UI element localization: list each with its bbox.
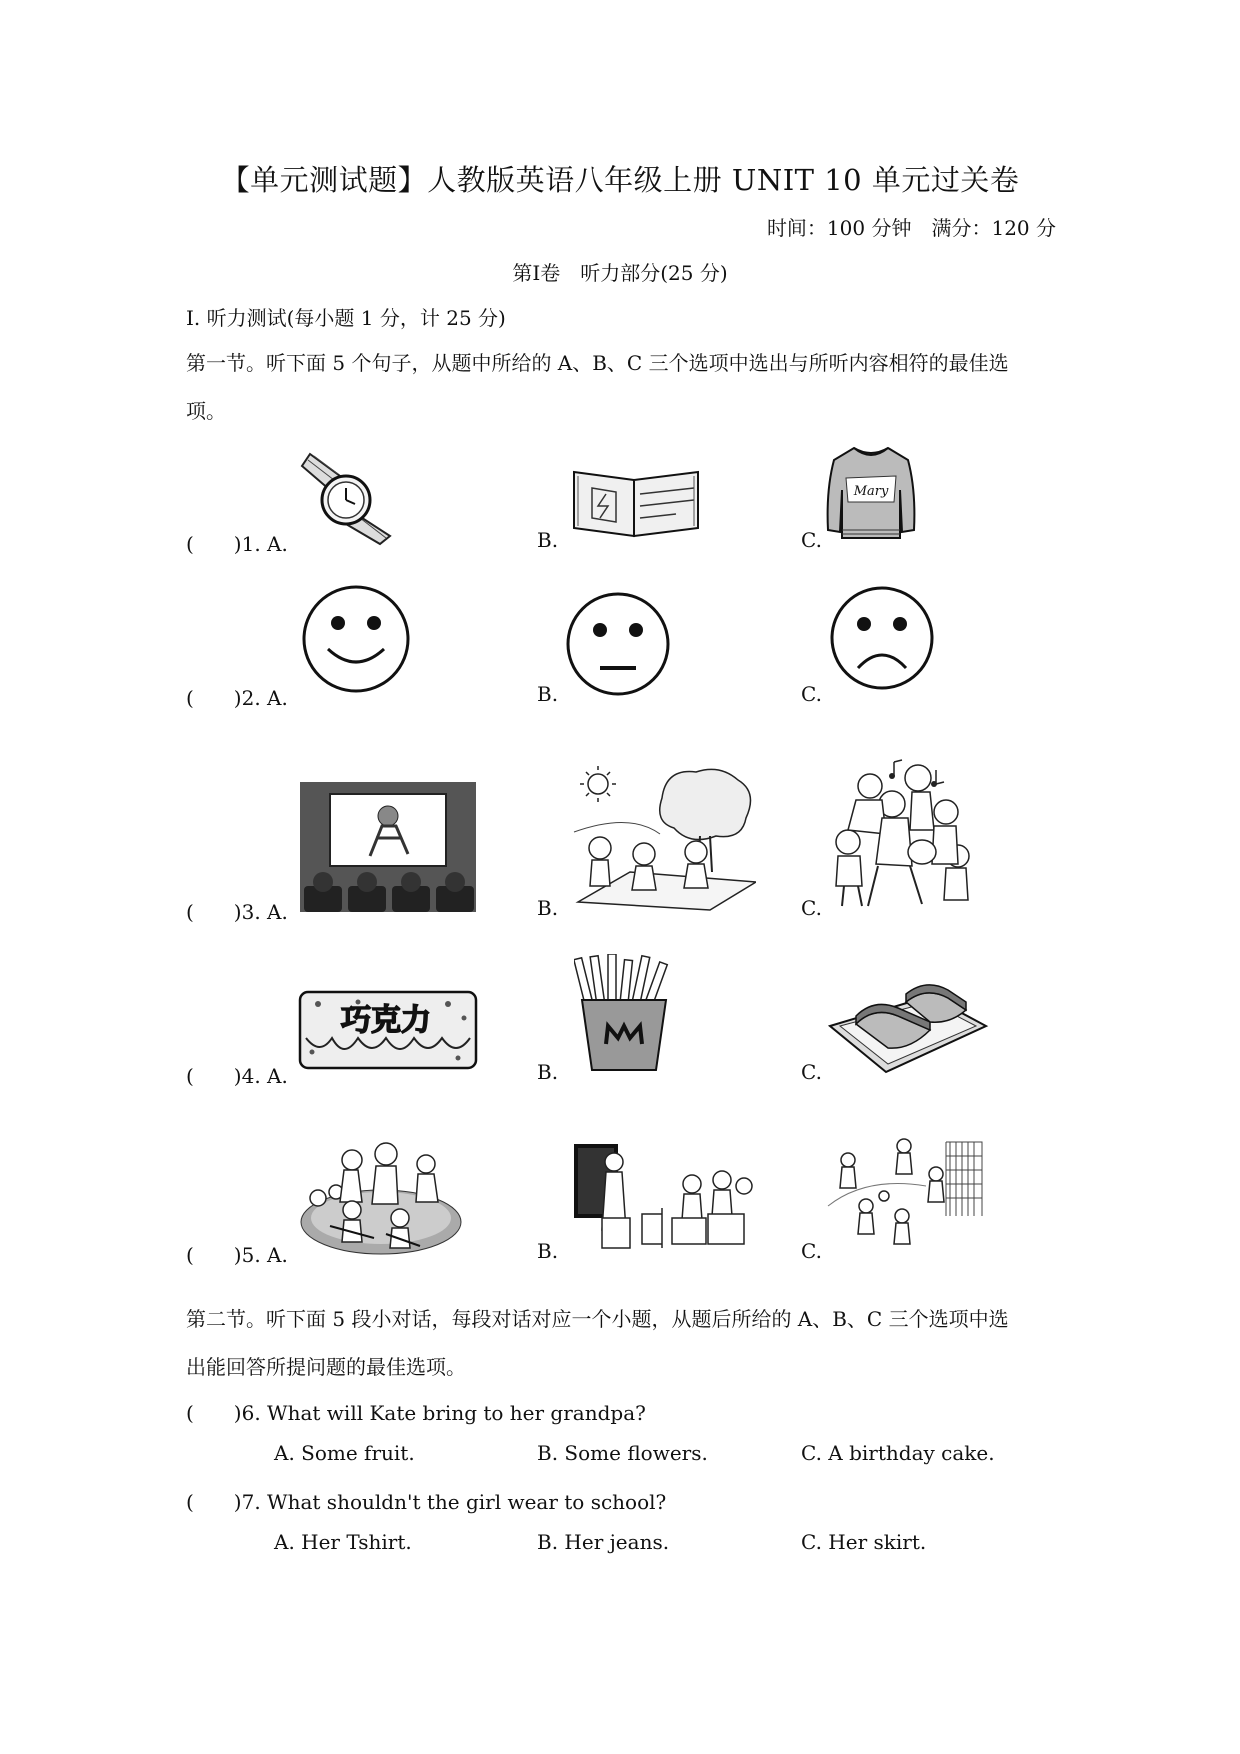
section1-instruction-cont: 项。 [186,399,226,423]
question-7: ( )7. What shouldn't the girl wear to school? [186,1490,667,1514]
soccer-icon [826,1136,986,1252]
question-1-option-b: B. [537,528,559,552]
question-4-label: ( )4. A. [186,1064,288,1088]
exam-meta: 时间：100 分钟 满分：120 分 [766,216,1056,240]
question-6-option-a: A. Some fruit. [274,1441,415,1465]
cinema-icon [300,782,476,912]
page-title: 【单元测试题】人教版英语八年级上册 UNIT 10 单元过关卷 [220,163,1020,197]
question-2-label: ( )2. A. [186,686,288,710]
chocolate-label-text: 巧克力 [341,1003,431,1038]
section2-instruction-cont: 出能回答所提问题的最佳选项。 [186,1355,466,1379]
party-icon [828,756,972,910]
question-5-label: ( )5. A. [186,1243,288,1267]
fries-icon [574,954,674,1074]
question-4-option-c: C. [801,1060,822,1084]
question-2-option-b: B. [537,682,559,706]
question-7-option-c: C. Her skirt. [801,1530,927,1554]
question-1-label: ( )1. A. [186,532,288,556]
question-6: ( )6. What will Kate bring to her grandpa? [186,1401,646,1425]
question-2-option-c: C. [801,682,822,706]
section1-instruction: 第一节。听下面 5 个句子，从题中所给的 A、B、C 三个选项中选出与所听内容相符的最佳选 [186,351,1009,375]
question-6-option-b: B. Some flowers. [537,1441,708,1465]
sandwich-icon [826,976,990,1074]
sweater-icon [824,440,918,544]
wallet-icon [570,466,702,540]
chocolate-icon [298,988,478,1072]
question-3-option-c: C. [801,896,822,920]
question-6-option-c: C. A birthday cake. [801,1441,995,1465]
question-4-option-b: B. [537,1060,559,1084]
watch-icon [300,446,396,546]
neutral-face-icon [564,590,672,698]
section1-heading: Ⅰ. 听力测试(每小题 1 分，计 25 分) [186,306,506,330]
section2-instruction: 第二节。听下面 5 段小对话，每段对话对应一个小题，从题后所给的 A、B、C 三个选项中选 [186,1307,1009,1331]
question-7-option-b: B. Her jeans. [537,1530,670,1554]
sweater-name-text: Mary [853,484,889,499]
picnic-icon [570,762,756,912]
part-title: 第Ⅰ卷 听力部分(25 分) [512,261,728,285]
question-7-option-a: A. Her Tshirt. [274,1530,412,1554]
question-3-label: ( )3. A. [186,900,288,924]
sad-face-icon [828,584,936,692]
question-5-option-c: C. [801,1239,822,1263]
classroom-icon [572,1140,760,1252]
band-icon [300,1138,462,1256]
question-1-option-c: C. [801,528,822,552]
happy-face-icon [300,583,412,695]
question-3-option-b: B. [537,896,559,920]
question-5-option-b: B. [537,1239,559,1263]
